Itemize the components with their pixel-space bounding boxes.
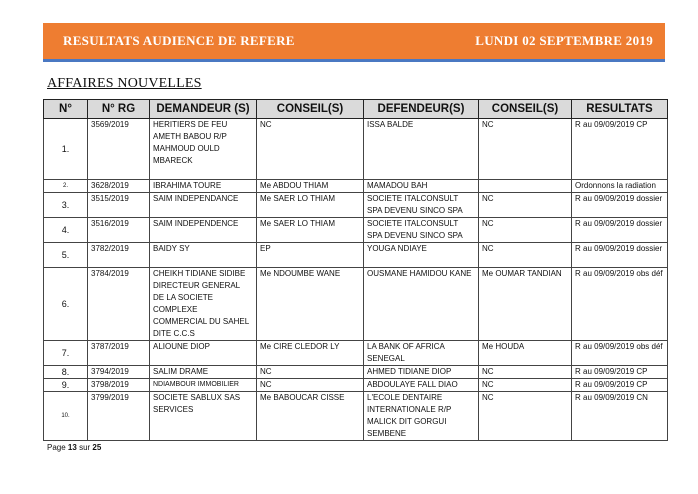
cell-rg: 3628/2019 <box>88 180 150 193</box>
cell-num: 9. <box>44 379 88 392</box>
header-date: LUNDI 02 SEPTEMBRE 2019 <box>475 33 653 48</box>
table-row <box>44 193 668 218</box>
table-row <box>44 341 668 366</box>
header-num: N° <box>44 100 88 119</box>
cell-resultat: R au 09/09/2019 obs déf <box>572 268 668 341</box>
cell-num: 5. <box>44 243 88 268</box>
of-word: sur <box>79 443 91 452</box>
table-row <box>44 218 668 243</box>
header-title: RESULTATS AUDIENCE DE REFERE <box>63 33 295 48</box>
cell-conseil2: NC <box>479 243 572 268</box>
cell-resultat: R au 09/09/2019 CP <box>572 119 668 180</box>
cell-resultat: R au 09/09/2019 dossier <box>572 218 668 243</box>
header-rg: N° RG <box>88 100 150 119</box>
cell-conseil2: NC <box>479 366 572 379</box>
table-row <box>44 379 668 392</box>
cell-rg: 3782/2019 <box>88 243 150 268</box>
header-conseil-demandeur: CONSEIL(S) <box>257 100 364 119</box>
cell-conseil1: Me NDOUMBE WANE <box>257 268 364 341</box>
cell-num: 2. <box>44 180 88 193</box>
table-row <box>44 243 668 268</box>
table-header-row <box>44 100 668 119</box>
cell-defendeur: L'ECOLE DENTAIRE INTERNATIONALE R/P MALICK DIT GORGUI SEMBENE <box>364 392 479 441</box>
cell-conseil2 <box>479 180 572 193</box>
table-row <box>44 119 668 180</box>
cell-demandeur: BAIDY SY <box>150 243 257 268</box>
cell-rg: 3784/2019 <box>88 268 150 341</box>
cell-rg: 3794/2019 <box>88 366 150 379</box>
cell-num: 4. <box>44 218 88 243</box>
cell-resultat: R au 09/09/2019 CN <box>572 392 668 441</box>
cell-defendeur: AHMED TIDIANE DIOP <box>364 366 479 379</box>
cell-demandeur: SAIM INDEPENDANCE <box>150 193 257 218</box>
cell-resultat: R au 09/09/2019 dossier <box>572 243 668 268</box>
header-defendeur: DEFENDEUR(S) <box>364 100 479 119</box>
page-total: 25 <box>92 443 102 452</box>
header-resultats: RESULTATS <box>572 100 668 119</box>
cell-defendeur: OUSMANE HAMIDOU KANE <box>364 268 479 341</box>
cell-rg: 3787/2019 <box>88 341 150 366</box>
cell-num: 8. <box>44 366 88 379</box>
page-current: 13 <box>67 443 77 452</box>
cell-conseil1: Me SAER LO THIAM <box>257 218 364 243</box>
cell-num: 6. <box>44 268 88 341</box>
cell-rg: 3569/2019 <box>88 119 150 180</box>
cell-num: 1. <box>44 119 88 180</box>
cell-conseil1: Me CIRE CLEDOR LY <box>257 341 364 366</box>
cell-resultat: R au 09/09/2019 dossier <box>572 193 668 218</box>
page-word: Page <box>47 443 66 452</box>
cell-demandeur: CHEIKH TIDIANE SIDIBE DIRECTEUR GENERAL DE LA SOCIETE COMPLEXE COMMERCIAL DU SAHEL DITE C.C.S <box>150 268 257 341</box>
cell-defendeur: MAMADOU BAH <box>364 180 479 193</box>
header-conseil-defendeur: CONSEIL(S) <box>479 100 572 119</box>
cell-num: 10. <box>44 392 88 441</box>
cell-resultat: R au 09/09/2019 obs déf <box>572 341 668 366</box>
cell-conseil1: Me ABDOU THIAM <box>257 180 364 193</box>
cell-conseil2: NC <box>479 392 572 441</box>
cell-defendeur: SOCIETE ITALCONSULT SPA DEVENU SINCO SPA <box>364 193 479 218</box>
cell-demandeur: IBRAHIMA TOURE <box>150 180 257 193</box>
page-footer <box>47 443 101 452</box>
table-row <box>44 366 668 379</box>
cell-defendeur: LA BANK OF AFRICA SENEGAL <box>364 341 479 366</box>
table-row <box>44 392 668 441</box>
cell-rg: 3515/2019 <box>88 193 150 218</box>
cell-conseil2: NC <box>479 379 572 392</box>
cell-conseil2: Me OUMAR TANDIAN <box>479 268 572 341</box>
cell-resultat: R au 09/09/2019 CP <box>572 379 668 392</box>
cell-demandeur: HERITIERS DE FEU AMETH BABOU R/P MAHMOUD OULD MBARECK <box>150 119 257 180</box>
cell-conseil2: Me HOUDA <box>479 341 572 366</box>
cell-conseil2: NC <box>479 119 572 180</box>
cell-rg: 3799/2019 <box>88 392 150 441</box>
cell-demandeur: SALIM DRAME <box>150 366 257 379</box>
cell-conseil1: Me BABOUCAR CISSE <box>257 392 364 441</box>
cell-demandeur: SAIM INDEPENDENCE <box>150 218 257 243</box>
cell-rg: 3516/2019 <box>88 218 150 243</box>
header-demandeur: DEMANDEUR (S) <box>150 100 257 119</box>
cell-rg: 3798/2019 <box>88 379 150 392</box>
table-row <box>44 268 668 341</box>
cell-conseil1: EP <box>257 243 364 268</box>
cell-demandeur: NDIAMBOUR IMMOBILIER <box>150 379 257 392</box>
results-table <box>43 99 668 441</box>
cell-resultat: R au 09/09/2019 CP <box>572 366 668 379</box>
section-title: AFFAIRES NOUVELLES <box>47 76 202 91</box>
cell-demandeur: ALIOUNE DIOP <box>150 341 257 366</box>
cell-conseil1: Me SAER LO THIAM <box>257 193 364 218</box>
cell-conseil1: NC <box>257 366 364 379</box>
cell-demandeur: SOCIETE SABLUX SAS SERVICES <box>150 392 257 441</box>
cell-resultat: Ordonnons la radiation <box>572 180 668 193</box>
cell-num: 3. <box>44 193 88 218</box>
cell-defendeur: ISSA BALDE <box>364 119 479 180</box>
cell-conseil1: NC <box>257 119 364 180</box>
cell-num: 7. <box>44 341 88 366</box>
cell-defendeur: SOCIETE ITALCONSULT SPA DEVENU SINCO SPA <box>364 218 479 243</box>
cell-defendeur: ABDOULAYE FALL DIAO <box>364 379 479 392</box>
header-banner <box>43 23 665 62</box>
table-row <box>44 180 668 193</box>
cell-conseil2: NC <box>479 193 572 218</box>
cell-conseil2: NC <box>479 218 572 243</box>
cell-conseil1: NC <box>257 379 364 392</box>
cell-defendeur: YOUGA NDIAYE <box>364 243 479 268</box>
